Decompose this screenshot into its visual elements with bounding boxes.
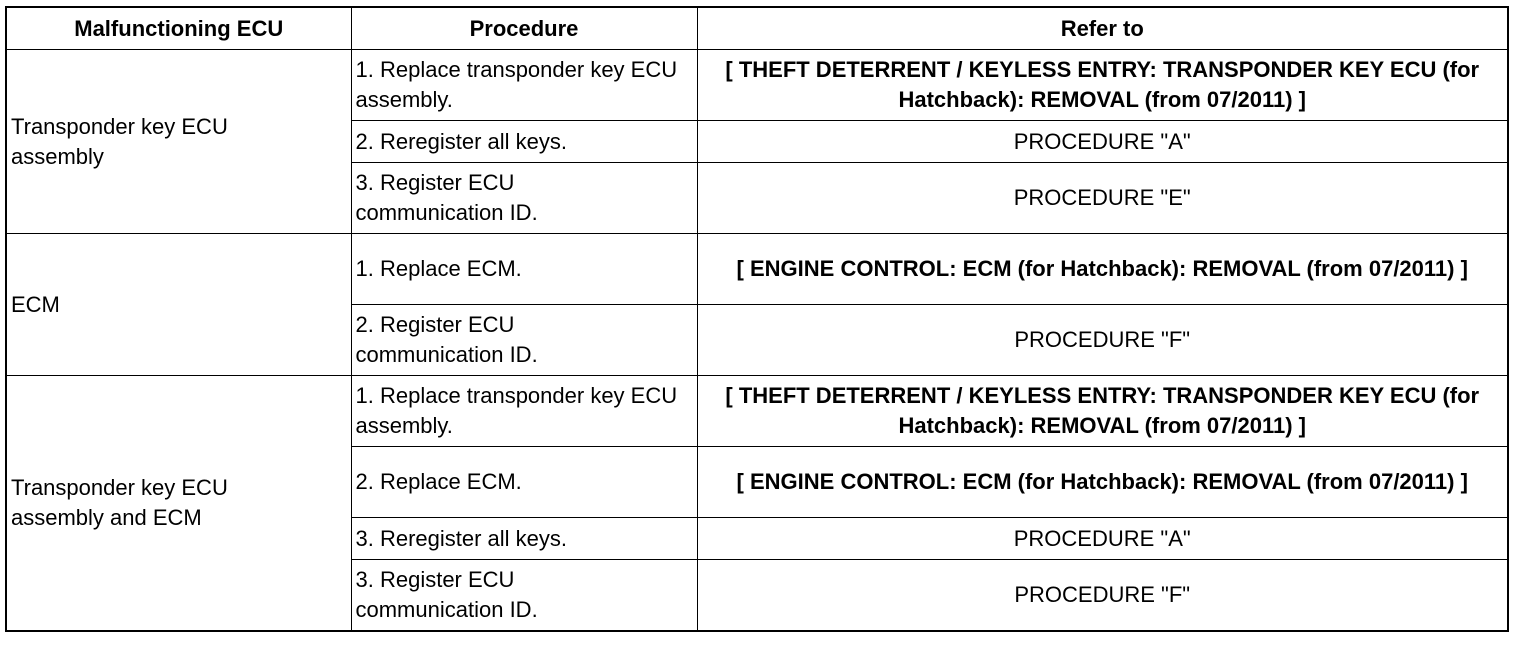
- procedure-cell: 1. Replace transponder key ECU assembly.: [351, 50, 697, 121]
- procedure-text: 3. Register ECU communication ID.: [355, 567, 538, 622]
- procedure-text: 2. Register ECU communication ID.: [355, 312, 538, 367]
- header-procedure: Procedure: [351, 7, 697, 50]
- ecu-label: Transponder key ECU assembly: [11, 113, 228, 169]
- procedure-cell: [351, 560, 697, 632]
- refer-link[interactable]: [ THEFT DETERRENT / KEYLESS ENTRY: TRANSPONDER KEY ECU (for Hatchback): REMOVAL (from 07/2011) ]: [697, 376, 1508, 447]
- refer-link[interactable]: [ THEFT DETERRENT / KEYLESS ENTRY: TRANSPONDER KEY ECU (for Hatchback): REMOVAL (from 07/2011) ]: [697, 50, 1508, 121]
- refer-procedure: PROCEDURE "A": [697, 121, 1508, 163]
- table-row: [6, 234, 1508, 305]
- table-header-row: [6, 7, 1508, 50]
- refer-link[interactable]: [ ENGINE CONTROL: ECM (for Hatchback): REMOVAL (from 07/2011) ]: [697, 447, 1508, 518]
- procedure-cell: 1. Replace transponder key ECU assembly.: [351, 376, 697, 447]
- procedure-cell: 2. Reregister all keys.: [351, 121, 697, 163]
- header-malfunctioning-ecu: Malfunctioning ECU: [6, 7, 351, 50]
- ecu-cell: [6, 376, 351, 632]
- header-refer-to: Refer to: [697, 7, 1508, 50]
- table-row: [6, 376, 1508, 447]
- procedure-cell: 1. Replace ECM.: [351, 234, 697, 305]
- procedure-table: [5, 6, 1509, 632]
- refer-link[interactable]: [ ENGINE CONTROL: ECM (for Hatchback): REMOVAL (from 07/2011) ]: [697, 234, 1508, 305]
- refer-procedure: PROCEDURE "F": [697, 305, 1508, 376]
- ecu-cell: [6, 50, 351, 234]
- procedure-cell: 3. Reregister all keys.: [351, 518, 697, 560]
- table-row: [6, 50, 1508, 121]
- procedure-text: 3. Register ECU communication ID.: [355, 170, 538, 225]
- refer-procedure: PROCEDURE "E": [697, 163, 1508, 234]
- refer-procedure: PROCEDURE "F": [697, 560, 1508, 632]
- refer-procedure: PROCEDURE "A": [697, 518, 1508, 560]
- ecu-cell: ECM: [6, 234, 351, 376]
- procedure-cell: [351, 163, 697, 234]
- procedure-cell: [351, 305, 697, 376]
- ecu-label: Transponder key ECU assembly and ECM: [11, 475, 228, 530]
- procedure-cell: 2. Replace ECM.: [351, 447, 697, 518]
